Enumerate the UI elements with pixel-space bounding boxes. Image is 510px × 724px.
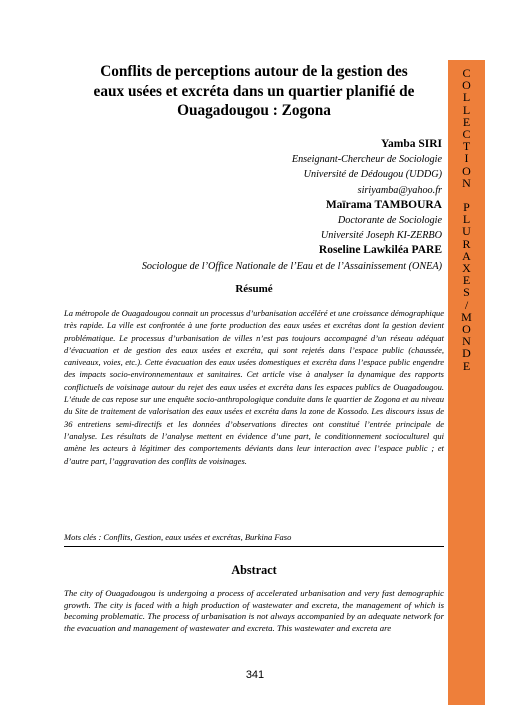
- sidebar-letter: P: [463, 200, 470, 215]
- sidebar-letter: U: [462, 224, 471, 239]
- article-title: [64, 62, 444, 121]
- sidebar-letter: E: [462, 114, 471, 129]
- sidebar-letter: N: [462, 175, 471, 190]
- authors-block: [42, 137, 442, 274]
- author-affiliation: Sociologue de l’Office Nationale de l’Eau et de l’Assainissement (ONEA): [141, 260, 442, 272]
- abstract-heading: Abstract: [231, 563, 277, 577]
- sidebar-letter: N: [462, 334, 471, 349]
- resume-heading: Résumé: [235, 283, 273, 295]
- author-affiliation: Doctorante de Sociologie: [337, 215, 442, 227]
- sidebar-letter: L: [462, 212, 471, 227]
- sidebar-letter: E: [462, 273, 471, 288]
- author-affiliation: Université Joseph KI-ZERBO: [320, 230, 442, 242]
- sidebar-letter: O: [462, 163, 471, 178]
- author-affiliation: siriyamba@yahoo.fr: [357, 184, 442, 196]
- sidebar-letter: L: [462, 102, 471, 117]
- sidebar-letter: X: [462, 261, 471, 275]
- sidebar-letter: M: [461, 309, 472, 324]
- sidebar-letter: /: [464, 297, 469, 312]
- sidebar-letter: E: [462, 358, 471, 373]
- sidebar-letter: C: [462, 66, 471, 80]
- sidebar-letter: D: [462, 346, 471, 361]
- author-name: Yamba SIRI: [380, 138, 442, 150]
- sidebar-letter: L: [462, 90, 471, 105]
- sidebar-letter: O: [462, 321, 471, 336]
- author-affiliation: Université de Dédougou (UDDG): [303, 169, 442, 181]
- collection-sidebar: [448, 60, 485, 705]
- abstract-text: The city of Ouagadougou is undergoing a process of accelerated urbanisation and very fast demographic growth. The city is faced with a high production of wastewater and excreta, the management of which is becoming problematic. The process of urbanisation is not always accompanied by an adequate network for the evacuation and management of wastewater and excreta. This wastewater and excreta are: [64, 588, 444, 633]
- keywords: Mots clés : Conflits, Gestion, eaux usées et excrétas, Burkina Faso: [64, 532, 292, 542]
- sidebar-letter: O: [462, 78, 471, 93]
- sidebar-letter: T: [462, 139, 471, 154]
- author-name: Maïrama TAMBOURA: [325, 198, 442, 211]
- sidebar-letter: A: [462, 248, 471, 263]
- author-name: Roseline Lawkiléa PARE: [318, 244, 442, 257]
- author-affiliation: Enseignant-Chercheur de Sociologie: [291, 154, 442, 166]
- sidebar-letter: I: [464, 151, 469, 166]
- title-line: eaux usées et excréta dans un quartier planifié de: [93, 82, 415, 100]
- sidebar-letter: S: [463, 285, 470, 300]
- page-number: 341: [245, 669, 265, 681]
- sidebar-letter: R: [462, 236, 471, 251]
- separator-rule: [64, 546, 444, 547]
- title-line: Conflits de perceptions autour de la gestion des: [100, 63, 408, 80]
- title-line: Ouagadougou : Zogona: [177, 102, 331, 119]
- resume-text: La métropole de Ouagadougou connait un processus d’urbanisation accéléré et une croissance démographique très rapide. La ville est confrontée à une forte production des eaux usées et excrétas dont la gestion devient problématique. Le processus d’urbanisation de villes n’est pas toujours accompagné d’un réseau adéquat d’évacuation et de gestion des eaux usées et excréta, qui sont rejetés dans l’espace public (chaussée, caniveaux, voies, etc.). Cette évacuation des eaux usées domestiques et excréta dans l’espace public engendre des impacts socio-environnementaux et sanitaires. Cet article vise à analyser la dynamique des rapports conflictuels de voisinage autour du rejet des eaux usées et excréta dans les espaces publics de Ouagadougou. L’étude de cas repose sur une enquête socio-anthropologique conduite dans le quartier de Zogona et au niveau du Site de traitement de valorisation des eaux usées et excréta dans la zone de Kossodo. Les discours issus de 36 entretiens semi-directifs et les données d’observations directes ont constitué l’entrée principale de l’analyse. Les résultats de l’analyse mettent en évidence d’une part, le conditionnement socioculturel qui amène les acteurs à légitimer des comportements déviants dans leur interaction avec l’espace public ; et d’autre part, l’aggravation des conflits de voisinages.: [64, 308, 444, 466]
- sidebar-letter: C: [462, 126, 471, 141]
